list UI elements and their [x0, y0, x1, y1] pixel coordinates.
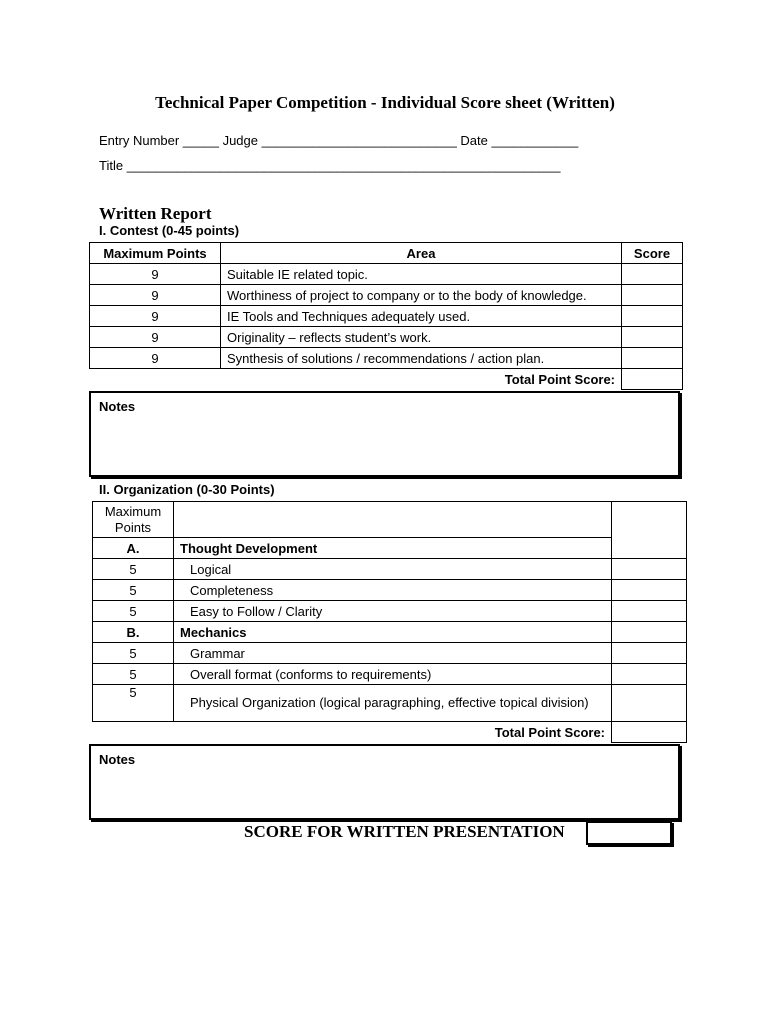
written-score-box[interactable]	[586, 821, 672, 845]
total-score-cell[interactable]	[622, 369, 683, 390]
score-cell[interactable]	[622, 327, 683, 348]
score-cell[interactable]	[612, 685, 687, 722]
area-cell: Easy to Follow / Clarity	[174, 601, 612, 622]
area-cell: Suitable IE related topic.	[221, 264, 622, 285]
points-cell: 5	[93, 664, 174, 685]
table-row	[90, 327, 683, 348]
col-header-max-points: Maximum Points	[90, 243, 221, 264]
score-cell[interactable]	[612, 643, 687, 664]
col-header-score: Score	[622, 243, 683, 264]
contest-table	[89, 242, 683, 390]
part2-heading: II. Organization (0-30 Points)	[99, 482, 275, 497]
total-row	[93, 722, 687, 743]
score-cell[interactable]	[622, 306, 683, 327]
written-score-label: SCORE FOR WRITTEN PRESENTATION	[244, 822, 565, 841]
area-cell: Originality – reflects student’s work.	[221, 327, 622, 348]
score-cell[interactable]	[622, 285, 683, 306]
table-row	[93, 601, 687, 622]
points-cell: B.	[93, 622, 174, 643]
area-cell: Synthesis of solutions / recommendations / action plan.	[221, 348, 622, 369]
points-cell: A.	[93, 538, 174, 559]
area-cell: Physical Organization (logical paragraphing, effective topical division)	[174, 685, 612, 722]
page-title: Technical Paper Competition - Individual Score sheet (Written)	[155, 93, 615, 112]
part1-heading: I. Contest (0-45 points)	[99, 223, 240, 238]
total-score-cell[interactable]	[612, 722, 687, 743]
score-cell[interactable]	[612, 664, 687, 685]
points-cell: 9	[90, 285, 221, 306]
area-cell: Completeness	[174, 580, 612, 601]
score-cell[interactable]	[612, 580, 687, 601]
points-cell: 9	[90, 306, 221, 327]
entry-judge-date-line[interactable]: Entry Number _____ Judge ___________________________ Date ____________	[99, 133, 579, 148]
notes-box-organization[interactable]	[89, 744, 680, 820]
col-header-max-points: Maximum Points	[93, 502, 174, 538]
points-cell: 9	[90, 348, 221, 369]
points-cell: 5	[93, 601, 174, 622]
points-cell: 9	[90, 327, 221, 348]
area-cell: IE Tools and Techniques adequately used.	[221, 306, 622, 327]
total-label: Total Point Score:	[221, 369, 622, 390]
table-row	[90, 348, 683, 369]
table-row	[93, 559, 687, 580]
table-header-row	[93, 502, 687, 538]
points-cell: 5	[93, 685, 174, 722]
area-cell: Logical	[174, 559, 612, 580]
points-cell: 5	[93, 559, 174, 580]
table-row	[93, 580, 687, 601]
col-header-area: Area	[221, 243, 622, 264]
area-cell: Overall format (conforms to requirements)	[174, 664, 612, 685]
score-cell[interactable]	[612, 502, 687, 559]
area-cell: Mechanics	[174, 622, 612, 643]
table-header-row	[90, 243, 683, 264]
table-row	[93, 664, 687, 685]
total-row	[90, 369, 683, 390]
area-cell: Worthiness of project to company or to the body of knowledge.	[221, 285, 622, 306]
score-cell[interactable]	[622, 264, 683, 285]
points-cell: 5	[93, 643, 174, 664]
table-row	[93, 538, 687, 559]
title-line[interactable]: Title ____________________________________________________________	[99, 158, 561, 173]
table-row	[90, 285, 683, 306]
area-cell: Grammar	[174, 643, 612, 664]
score-cell[interactable]	[622, 348, 683, 369]
notes-label: Notes	[99, 752, 136, 767]
score-cell[interactable]	[612, 601, 687, 622]
area-cell: Thought Development	[174, 538, 612, 559]
points-cell: 5	[93, 580, 174, 601]
table-row	[90, 264, 683, 285]
notes-box-contest[interactable]	[89, 391, 680, 477]
notes-label: Notes	[99, 399, 136, 414]
points-cell: 9	[90, 264, 221, 285]
total-label: Total Point Score:	[174, 722, 612, 743]
section-heading: Written Report	[99, 204, 212, 223]
organization-table	[92, 501, 687, 743]
score-cell[interactable]	[612, 559, 687, 580]
table-row	[93, 643, 687, 664]
table-row	[93, 685, 687, 722]
score-cell[interactable]	[612, 622, 687, 643]
table-row	[93, 622, 687, 643]
table-row	[90, 306, 683, 327]
